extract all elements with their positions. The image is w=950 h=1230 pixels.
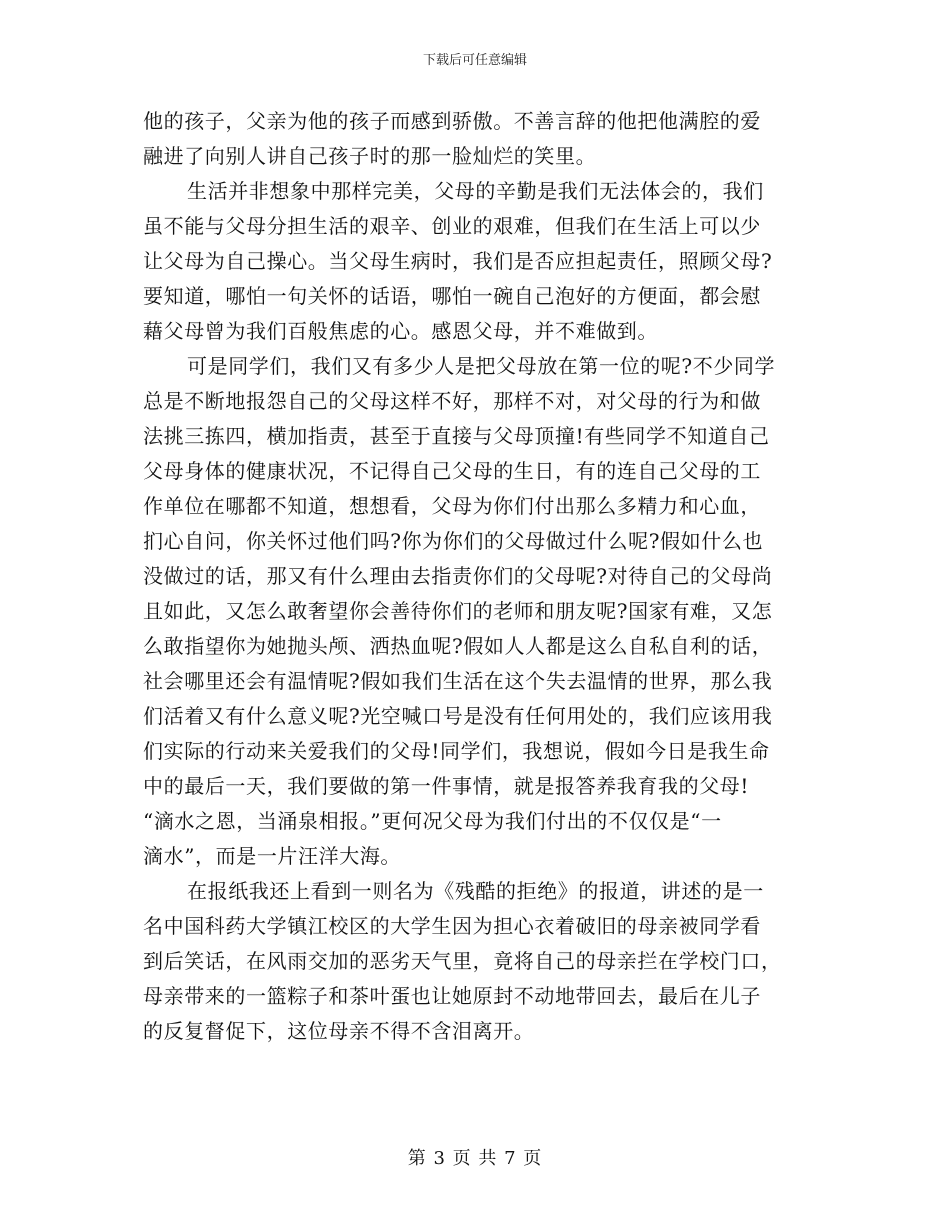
- text-line: 法挑三拣四，横加指责，甚至于直接与父母顶撞!有些同学不知道自己: [143, 424, 770, 448]
- text-line: 母亲带来的一篮粽子和茶叶蛋也让她原封不动地带回去，最后在儿子: [143, 984, 761, 1008]
- text-line: 扪心自问，你关怀过他们吗?你为你们的父母做过什么呢?假如什么也: [143, 529, 764, 553]
- text-line: 们活着又有什么意义呢?光空喊口号是没有任何用处的，我们应该用我: [143, 704, 773, 728]
- paragraph: [143, 874, 811, 1049]
- page-header: 下载后可任意编辑: [422, 53, 527, 68]
- text-line: 且如此，又怎么敢奢望你会善待你们的老师和朋友呢?国家有难，又怎: [143, 599, 773, 623]
- text-line: 总是不断地报怨自己的父母这样不好，那样不对，对父母的行为和做: [143, 389, 761, 413]
- text-line: 可是同学们，我们又有多少人是把父母放在第一位的呢?不少同学: [187, 354, 776, 378]
- text-line: 藉父母曾为我们百般焦虑的心。感恩父母，并不难做到。: [143, 319, 658, 343]
- text-line: 虽不能与父母分担生活的艰辛、创业的艰难，但我们在生活上可以少: [143, 214, 761, 238]
- text-line: 到后笑话，在风雨交加的恶劣天气里，竟将自己的母亲拦在学校门口，: [143, 949, 782, 973]
- text-line: 们实际的行动来关爱我们的父母!同学们，我想说，假如今日是我生命: [143, 739, 770, 763]
- text-line: 名中国科药大学镇江校区的大学生因为担心衣着破旧的母亲被同学看: [143, 914, 761, 938]
- paragraph: [143, 104, 811, 174]
- text-line: 他的孩子，父亲为他的孩子而感到骄傲。不善言辞的他把他满腔的爱: [143, 109, 761, 133]
- text-line: 在报纸我还上看到一则名为《残酷的拒绝》的报道，讲述的是一: [187, 879, 764, 903]
- text-line: 融进了向别人讲自己孩子时的那一脸灿烂的笑里。: [143, 144, 597, 168]
- text-line: 要知道，哪怕一句关怀的话语，哪怕一碗自己泡好的方便面，都会慰: [143, 284, 761, 308]
- text-line: 么敢指望你为她抛头颅、洒热血呢?假如人人都是这么自私自利的话，: [143, 634, 773, 658]
- document-body: [143, 104, 811, 1049]
- text-line: 作单位在哪都不知道，想想看，父母为你们付出那么多精力和心血，: [143, 494, 761, 518]
- text-line: 父母身体的健康状况，不记得自己父母的生日，有的连自己父母的工: [143, 459, 761, 483]
- text-line: 没做过的话，那又有什么理由去指责你们的父母呢?对待自己的父母尚: [143, 564, 773, 588]
- paragraph: [143, 174, 811, 349]
- text-line: 中的最后一天，我们要做的第一件事情，就是报答养我育我的父母!: [143, 774, 750, 798]
- text-line: 社会哪里还会有温情呢?假如我们生活在这个失去温情的世界，那么我: [143, 669, 773, 693]
- text-line: 生活并非想象中那样完美，父母的辛勤是我们无法体会的，我们: [187, 179, 764, 203]
- page-footer: 第 3 页 共 7 页: [407, 1148, 543, 1169]
- text-line: 的反复督促下，这位母亲不得不含泪离开。: [143, 1019, 535, 1043]
- text-line: 滴水”，而是一片汪洋大海。: [143, 844, 402, 868]
- paragraph: [143, 349, 811, 874]
- text-line: 让父母为自己操心。当父母生病时，我们是否应担起责任，照顾父母?: [143, 249, 773, 273]
- text-line: “滴水之恩，当涌泉相报。”更何况父母为我们付出的不仅仅是“一: [143, 809, 722, 833]
